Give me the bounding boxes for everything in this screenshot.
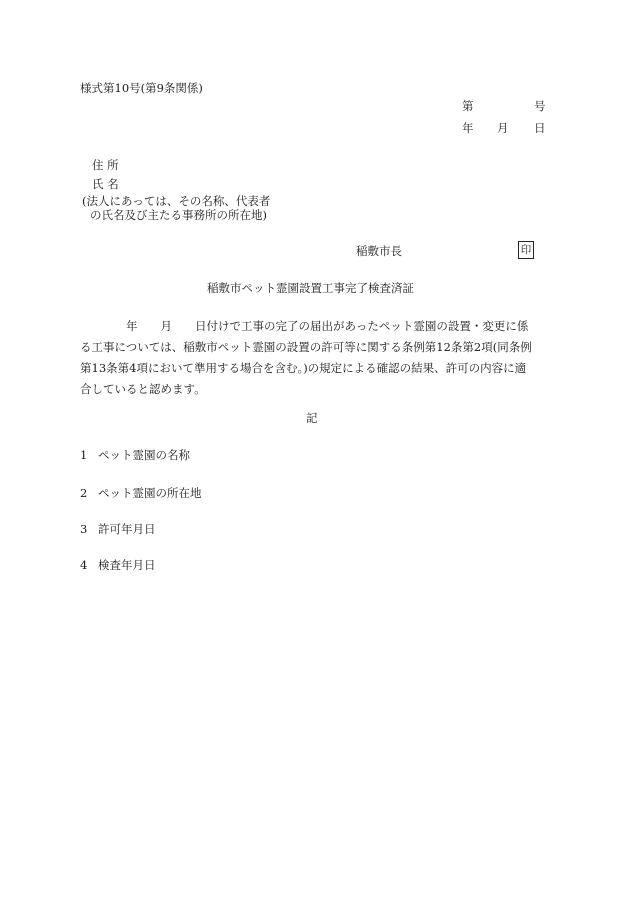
corporate-note-line2: の氏名及び主たる事務所の所在地) xyxy=(90,208,267,222)
item-number: 3 xyxy=(80,522,88,536)
name-label: 氏 名 xyxy=(92,177,119,191)
list-item xyxy=(80,447,190,463)
seal-box: 印 xyxy=(518,241,534,259)
body-line-2: る工事については、稲敷市ペット霊園の設置の許可等に関する条例第12条第2項(同条例 xyxy=(80,340,532,354)
list-item xyxy=(80,521,156,537)
number-prefix: 第 xyxy=(462,99,474,113)
item-number: 2 xyxy=(80,486,88,500)
item-number: 4 xyxy=(80,558,88,572)
item-label: ペット霊園の所在地 xyxy=(98,486,202,500)
mayor-title: 稲敷市長 xyxy=(356,244,402,258)
certificate-body xyxy=(80,316,546,400)
date-year-label: 年 xyxy=(462,121,474,135)
item-number: 1 xyxy=(80,448,88,462)
date-month-label: 月 xyxy=(497,121,509,135)
body-line-4: 合していると認めます。 xyxy=(80,382,206,396)
number-suffix: 号 xyxy=(534,99,546,113)
form-number: 様式第10号(第9条関係) xyxy=(80,81,203,95)
date-day-label: 日 xyxy=(534,121,546,135)
body-line-3: 第13条第4項において準用する場合を含む。)の規定による確認の結果、許可の内容に適 xyxy=(80,361,527,375)
list-item xyxy=(80,557,156,573)
item-label: 許可年月日 xyxy=(98,522,156,536)
item-label: ペット霊園の名称 xyxy=(98,448,190,462)
document-title: 稲敷市ペット霊園設置工事完了検査済証 xyxy=(207,281,414,295)
ki-heading: 記 xyxy=(306,411,318,425)
list-item xyxy=(80,485,202,501)
corporate-note-line1: (法人にあっては、その名称、代表者 xyxy=(82,194,271,208)
address-label: 住 所 xyxy=(92,158,119,172)
item-label: 検査年月日 xyxy=(98,558,156,572)
body-line-1: 年 月 日付けで工事の完了の届出があったペット霊園の設置・変更に係 xyxy=(80,319,529,333)
